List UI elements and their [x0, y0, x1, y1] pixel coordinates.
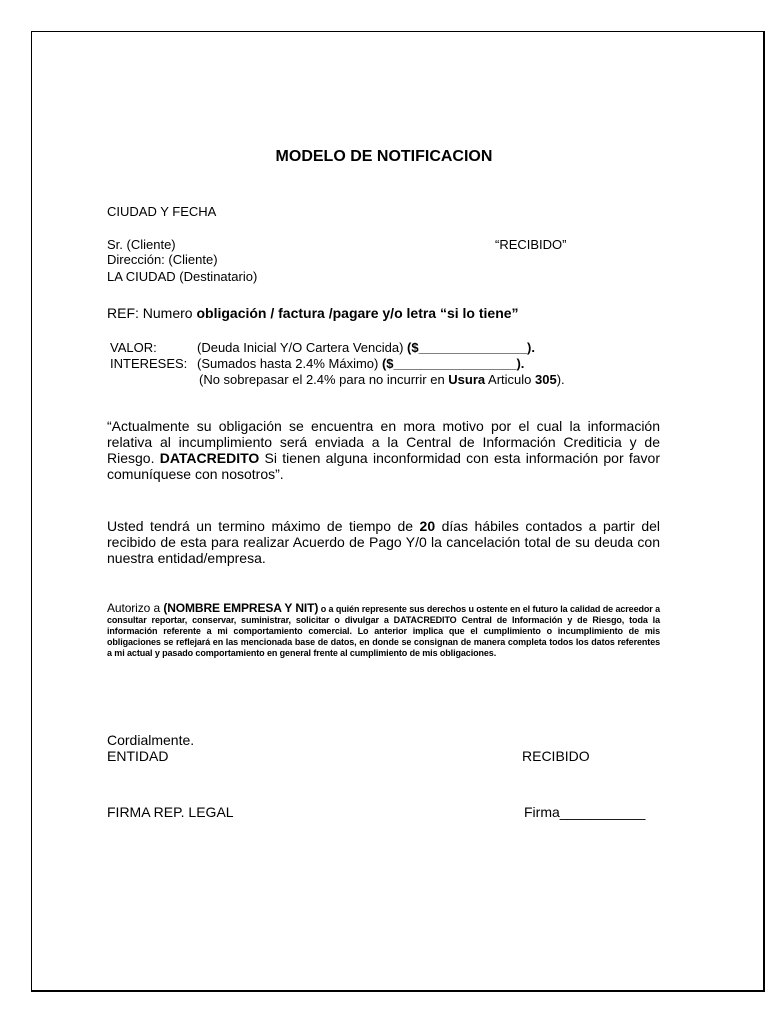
authorization-lead: Autorizo a [107, 601, 164, 615]
paragraph-mora-bold: DATACREDITO [159, 450, 260, 466]
valor-line [197, 340, 535, 355]
intereses-line [197, 356, 524, 371]
note-after: ). [556, 372, 565, 387]
note-mid: Articulo [485, 372, 536, 387]
paragraph-mora [107, 418, 660, 482]
intereses-text: (Sumados hasta 2.4% Máximo) [197, 356, 382, 371]
paragraph-termino [107, 518, 660, 566]
recipient-sr: Sr. (Cliente) [107, 237, 176, 252]
closing-recibido: RECIBIDO [522, 748, 590, 764]
recibido-header: “RECIBIDO” [495, 237, 567, 252]
paragraph-mora-part1: “Actualmente su obligación se encuentra en mora motivo por el cual la información relativa al incumplimiento será enviada a la Central de Información Crediticia y de Riesgo. [107, 418, 660, 466]
ref-prefix: REF: Numero [107, 305, 197, 321]
signature-rep-legal: FIRMA REP. LEGAL [107, 804, 234, 820]
closing-cordialmente: Cordialmente. [107, 732, 195, 748]
paragraph-mora-part2: Si tienen alguna inconformidad con esta información por favor comuníquese con nosotros”. [107, 450, 660, 482]
paragraph-termino-bold: 20 [419, 518, 436, 534]
note-usura: Usura [448, 372, 486, 387]
paragraph-termino-part1: Usted tendrá un termino máximo de tiempo de [107, 518, 420, 534]
valor-amount: ($_______________). [407, 340, 535, 355]
recipient-city: LA CIUDAD (Destinatario) [107, 269, 258, 284]
authorization-company: (NOMBRE EMPRESA Y NIT) [163, 601, 319, 615]
paragraph-termino-part2: días hábiles contados a partir del recibido de esta para realizar Acuerdo de Pago Y/0 la cancelación total de su deuda con nuestra entidad/empresa. [107, 518, 660, 566]
signature-firma: Firma___________ [524, 804, 646, 820]
city-date: CIUDAD Y FECHA [107, 204, 217, 219]
note-before: (No sobrepasar el 2.4% para no incurrir en [199, 372, 449, 387]
authorization-paragraph [107, 603, 660, 659]
valor-label: VALOR: [110, 340, 157, 355]
ref-line [107, 305, 519, 321]
valor-text: (Deuda Inicial Y/O Cartera Vencida) [197, 340, 408, 355]
ref-bold: obligación / factura /pagare y/o letra “si lo tiene” [196, 305, 519, 321]
note-305: 305 [535, 372, 557, 387]
recipient-address: Dirección: (Cliente) [107, 252, 218, 267]
closing-entidad: ENTIDAD [107, 748, 169, 764]
authorization-body: o a quién represente sus derechos u ostente en el futuro la calidad de acreedor a consultar reportar, conservar, suministrar, solicitar o divulgar a DATACREDITO Central de Información y de Riesgo, toda la información referente a mi comportamiento comercial. Lo anterior implica que el cumplimiento o incumplimiento de mis obligaciones se reflejará en las mencionada base de datos, en donde se consignan de manera completa todos los datos referentes a mi actual y pasado comportamiento en general frente al cumplimiento de mis obligaciones. [107, 604, 660, 658]
document-title: MODELO DE NOTIFICACION [275, 148, 493, 165]
document-page [31, 31, 765, 992]
intereses-amount: ($_________________). [381, 356, 525, 371]
intereses-note [199, 372, 565, 387]
intereses-label: INTERESES: [110, 356, 188, 371]
